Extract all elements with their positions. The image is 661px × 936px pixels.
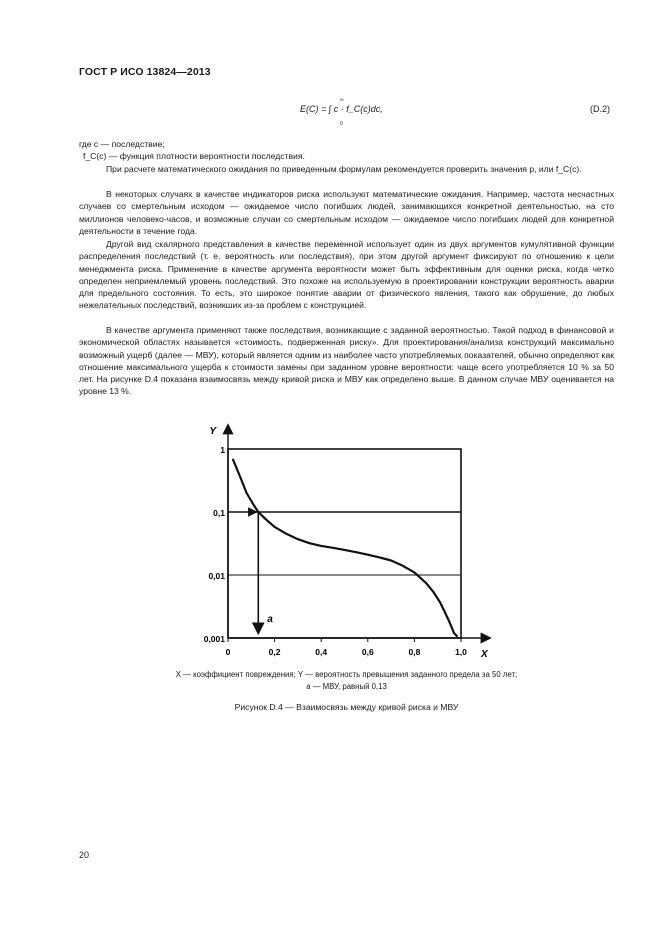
risk-curve-chart	[190, 418, 510, 662]
document-header: ГОСТ Р ИСО 13824—2013	[79, 66, 211, 78]
definition-c: где c — последствие;	[79, 139, 165, 149]
pml-label: a	[267, 614, 273, 625]
formula-d2	[300, 97, 383, 127]
x-tick-label: 0,6	[361, 647, 374, 657]
page-number: 20	[79, 850, 90, 860]
figure-title: Рисунок D.4 — Взаимосвязь между кривой риска и МВУ	[234, 702, 459, 712]
figure-caption-line-1: X — коэффициент повреждения; Y — вероятность превышения заданного предела за 50 лет;	[175, 670, 518, 679]
x-tick-label: 0	[225, 647, 231, 657]
risk-curve	[233, 459, 458, 637]
y-tick-label: 0,001	[203, 634, 225, 644]
y-tick-label: 1	[220, 445, 225, 455]
formula-text: E(C) = ∫ c · f_C(c)dc,	[300, 104, 383, 114]
x-tick-label: 1,0	[455, 647, 467, 657]
x-tick-label: 0,2	[268, 647, 281, 657]
x-tick-label: 0,8	[408, 647, 421, 657]
y-tick-label: 0,1	[213, 508, 225, 518]
y-axis-label: Y	[209, 426, 216, 437]
x-axis-label: X	[481, 649, 488, 660]
paragraph-4: В качестве аргумента применяют также последствия, возникающие с заданной вероятностью. Такой подход в финансовой и экономической областях называется «стоимость, подверженная риску». Для проектирования/анализа конструкций максимально возможный ущерб (далее — МВУ), который является одним из наиболее часто употребляемых показателей, обычно определяют как отношение максимального ущерба к стоимости замены при заданном уровне вероятности: чаще всего употребляется 10 % за 50 лет. На рисунке D.4 показана взаимосвязь между кривой риска и МВУ как определено выше. В данном случае МВУ оценивается на уровне 13 %.	[79, 325, 614, 397]
figure-caption-line-2: a — МВУ, равный 0,13	[306, 682, 387, 691]
plot-frame	[228, 449, 461, 638]
paragraph-2: В некоторых случаях в качестве индикаторов риска используют математические ожидания. Например, частота несчастных случаев со смертельным исходом — ожидаемое число погибших людей, занимающихся конкретной деятельностью, на сто миллионов человеко-часов, и возможные случаи со смертельным исходом — ожидаемое число погибших людей для конкретной деятельности в течение года.	[79, 189, 614, 236]
definition-fc: f_C(c) — функция плотности вероятности последствия.	[83, 151, 305, 161]
integral-lower-limit: 0	[340, 121, 343, 127]
paragraph-3: Другой вид скалярного представления в качестве переменной использует один из двух аргументов кумулятивной функции распределения последствий (т. е. вероятность или последствия), при этом другой аргумент фиксируют по отношению к цели менеджмента риска. Применение в качестве аргумента вероятности может быть эффективным для оценки риска, когда четко определен неприемлемый уровень последствий. Это похоже на используемую в проектировании конструкции вероятность аварии для предельного состояния. То есть, это широкое понятие аварии от физического явления, такого как обрушение, до любых нежелательных последствий, возникших из-за проблем с конструкцией.	[79, 239, 614, 311]
integral-upper-limit: ∞	[340, 97, 344, 103]
paragraph-1: При расчете математического ожидания по приведенным формулам рекомендуется проверить значения p, или f_C(c).	[106, 164, 582, 174]
formula-number: (D.2)	[590, 104, 610, 114]
x-tick-label: 0,4	[315, 647, 328, 657]
y-tick-label: 0,01	[208, 571, 225, 581]
